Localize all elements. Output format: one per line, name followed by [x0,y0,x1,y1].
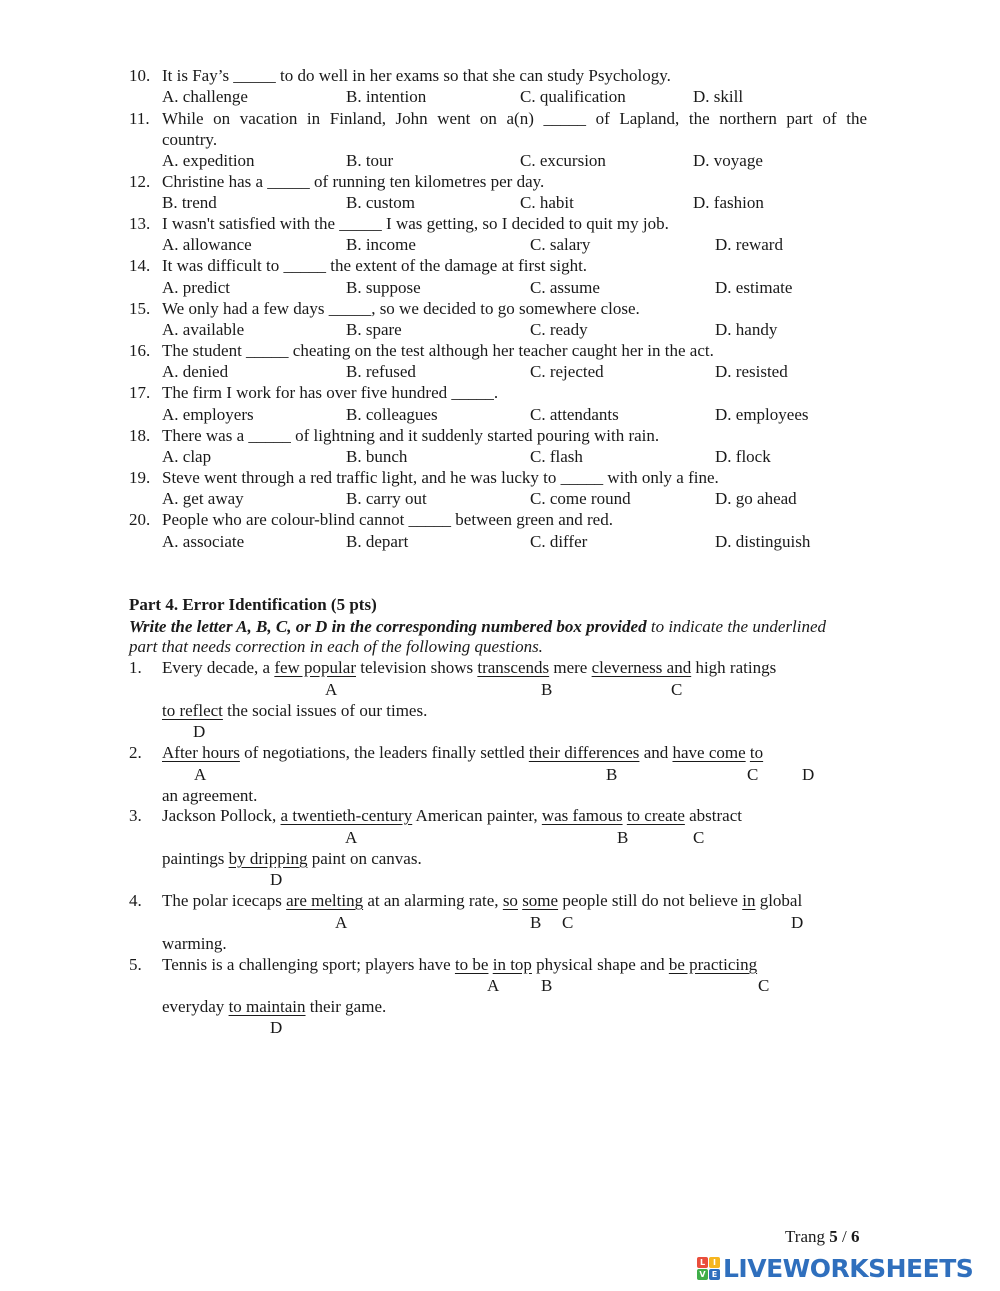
letter-b: B [541,680,553,699]
question-stem: Christine has a _____ of running ten kilometres per day. [162,172,545,191]
letter-a: A [335,913,348,932]
question-stem-continued: country. [162,130,218,149]
option-b: B. spare [346,320,402,339]
option-b: B. tour [346,151,394,170]
question-stem: Steve went through a red traffic light, and he was lucky to _____ with only a fine. [162,468,719,487]
letter-d: D [802,765,815,784]
underlined-b: in top [492,955,532,974]
question-stem: People who are colour-blind cannot _____ between green and red. [162,510,613,529]
underlined-a: After hours [162,743,240,762]
option-d: D. employees [715,405,809,424]
letter-a: A [345,828,358,847]
sentence-line: paintings by dripping paint on canvas. [162,849,422,868]
option-b: B. income [346,235,416,254]
option-c: C. assume [530,278,600,297]
option-d: D. handy [715,320,778,339]
option-c: C. excursion [520,151,606,170]
question-stem: It was difficult to _____ the extent of the damage at first sight. [162,256,588,275]
logo-icon: L I V E [697,1257,720,1280]
letter-c: C [693,828,705,847]
underlined-d: to maintain [228,997,306,1016]
underlined-c: cleverness and [591,658,692,677]
option-a: A. denied [162,362,229,381]
question-number: 17. [129,383,151,402]
instructions-bold: Write the letter A, B, C, or D in the corresponding numbered box provided [129,617,647,636]
option-a: A. allowance [162,235,252,254]
liveworksheets-logo [697,1254,973,1283]
question-number: 2. [129,743,142,762]
option-d: D. fashion [693,193,764,212]
instructions-line-2: part that needs correction in each of the following questions. [129,637,543,656]
option-b: B. carry out [346,489,427,508]
question-number: 14. [129,256,151,275]
letter-d: D [193,722,206,741]
option-c: C. habit [520,193,574,212]
question-number: 20. [129,510,151,529]
question-stem: I wasn't satisfied with the _____ I was getting, so I decided to quit my job. [162,214,669,233]
option-c: C. differ [530,532,588,551]
underlined-c: to create [626,806,685,825]
question-number: 13. [129,214,151,233]
option-b: B. custom [346,193,415,212]
letter-b: B [606,765,618,784]
question-number: 5. [129,955,142,974]
option-b: B. depart [346,532,409,551]
letter-d: D [270,1018,283,1037]
underlined-b: so [502,891,518,910]
underlined-d: by dripping [228,849,308,868]
question-number: 3. [129,806,142,825]
option-c: C. come round [530,489,631,508]
question-number: 11. [129,109,150,128]
option-b: B. refused [346,362,416,381]
question-number: 18. [129,426,151,445]
option-a: A. challenge [162,87,248,106]
option-d: D. distinguish [715,532,811,551]
option-a: A. employers [162,405,254,424]
sentence-line: warming. [162,934,227,953]
letter-b: B [617,828,629,847]
letter-d: D [791,913,804,932]
letter-c: C [747,765,759,784]
question-number: 12. [129,172,151,191]
sentence-line: After hours of negotiations, the leaders finally settled their differences and have come to [162,743,764,762]
option-d: D. voyage [693,151,763,170]
sentence-line: an agreement. [162,786,258,805]
sentence-line: Jackson Pollock, a twentieth-century American painter, was famous to create abstract [162,806,742,825]
letter-a: A [325,680,338,699]
underlined-d: to [749,743,764,762]
option-a: A. associate [162,532,245,551]
letter-b: B [530,913,542,932]
underlined-a: are melting [286,891,364,910]
underlined-b: their differences [528,743,640,762]
option-a: A. predict [162,278,230,297]
option-d: D. skill [693,87,744,106]
letter-b: B [541,976,553,995]
option-c: C. salary [530,235,591,254]
option-d: D. reward [715,235,783,254]
option-d: D. resisted [715,362,788,381]
option-c: C. qualification [520,87,626,106]
page-number: Trang 5 / 6 [785,1227,860,1246]
option-b: B. colleagues [346,405,438,424]
logo-text: LIVEWORKSHEETS [723,1254,974,1283]
option-b: B. intention [346,87,427,106]
option-b: B. bunch [346,447,408,466]
option-a: B. trend [162,193,217,212]
option-c: C. ready [530,320,588,339]
underlined-c: some [522,891,559,910]
option-a: A. get away [162,489,244,508]
sentence-line: Tennis is a challenging sport; players have to be in top physical shape and be practicing [162,955,758,974]
underlined-d: to reflect [162,701,223,720]
underlined-b: transcends [477,658,550,677]
question-number: 15. [129,299,151,318]
option-c: C. rejected [530,362,604,381]
letter-c: C [758,976,770,995]
underlined-d: in [742,891,756,910]
sentence-line: everyday to maintain their game. [162,997,387,1016]
question-number: 10. [129,66,151,85]
instructions-rest: to indicate the underlined [646,617,826,636]
sentence-line: The polar icecaps are melting at an alarming rate, so some people still do not believe in global [162,891,803,910]
underlined-b: was famous [541,806,623,825]
section-title: Part 4. Error Identification (5 pts) [129,595,377,614]
option-d: D. estimate [715,278,793,297]
underlined-c: have come [672,743,746,762]
letter-d: D [270,870,283,889]
letter-c: C [671,680,683,699]
question-stem: The student _____ cheating on the test although her teacher caught her in the act. [162,341,714,360]
question-number: 4. [129,891,142,910]
option-a: A. expedition [162,151,255,170]
option-d: D. flock [715,447,771,466]
letter-c: C [562,913,574,932]
question-stem: It is Fay’s _____ to do well in her exams so that she can study Psychology. [162,66,671,85]
letter-a: A [487,976,500,995]
option-a: A. clap [162,447,212,466]
underlined-c: be practicing [668,955,758,974]
question-number: 1. [129,658,142,677]
letter-a: A [194,765,207,784]
underlined-a: to be [454,955,489,974]
question-number: 19. [129,468,151,487]
sentence-line: to reflect the social issues of our times. [162,701,428,720]
option-c: C. flash [530,447,583,466]
option-a: A. available [162,320,245,339]
sentence-line: Every decade, a few popular television shows transcends mere cleverness and high ratings [162,658,777,677]
underlined-a: a twentieth-century [280,806,413,825]
question-stem: The firm I work for has over five hundred _____. [162,383,499,402]
question-stem: We only had a few days _____, so we decided to go somewhere close. [162,299,640,318]
underlined-a: few popular [274,658,356,677]
question-number: 16. [129,341,151,360]
option-b: B. suppose [346,278,421,297]
question-stem: There was a _____ of lightning and it suddenly started pouring with rain. [162,426,660,445]
option-c: C. attendants [530,405,619,424]
option-d: D. go ahead [715,489,797,508]
question-stem: While on vacation in Finland, John went on a(n) _____ of Lapland, the northern part of the [162,109,867,128]
